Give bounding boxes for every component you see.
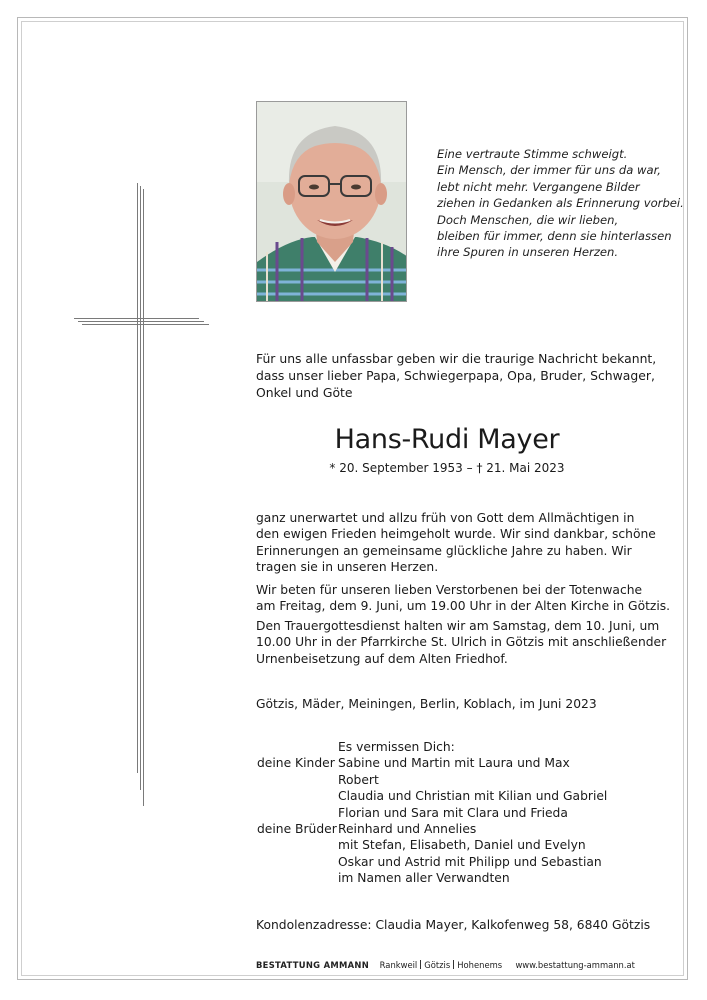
mourner-row (256, 837, 607, 853)
poem-line: Doch Menschen, die wir lieben, (437, 212, 619, 227)
portrait-image (257, 102, 407, 302)
mourner-names: Sabine und Martin mit Laura und Max (338, 756, 570, 771)
place-date: Götzis, Mäder, Meiningen, Berlin, Koblach, im Juni 2023 (256, 697, 597, 711)
brand-part: BESTATTUNG (256, 960, 321, 970)
paragraph-line: Erinnerungen an gemeinsame glückliche Jahre zu haben. Wir (256, 543, 632, 558)
mourner-label (256, 870, 338, 886)
mourner-names: Florian und Sara mit Clara und Frieda (338, 805, 568, 820)
life-dates: * 20. September 1953 – † 21. Mai 2023 (329, 461, 565, 475)
intro-line: dass unser lieber Papa, Schwiegerpapa, Opa, Bruder, Schwager, (256, 368, 655, 384)
paragraph-line: Wir beten für unseren lieben Verstorbenen bei der Totenwache (256, 583, 643, 597)
mourner-row (256, 854, 607, 870)
separator (453, 960, 454, 969)
mourner-label (256, 837, 338, 853)
brand-part: AMMANN (323, 960, 370, 970)
paragraph-line: Den Trauergottesdienst halten wir am Samstag, dem 10. Juni, um (256, 619, 660, 633)
mourner-row (256, 739, 607, 755)
paragraph-3 (256, 618, 667, 667)
poem-line: Ein Mensch, der immer für uns da war, (437, 163, 661, 178)
footer (256, 960, 635, 970)
paragraph-line: 10.00 Uhr in der Pfarrkirche St. Ulrich in Götzis mit anschließender (256, 635, 667, 650)
mourner-row (256, 821, 607, 837)
mourner-names: Reinhard und Annelies (338, 822, 477, 837)
mourner-row (256, 805, 607, 821)
intro-line: Für uns alle unfassbar geben wir die traurige Nachricht bekannt, (256, 351, 657, 366)
mourner-names: Es vermissen Dich: (338, 740, 455, 754)
mourner-label (256, 739, 338, 755)
funeral-home-name (256, 960, 369, 970)
poem (437, 146, 687, 261)
deceased-name: Hans-Rudi Mayer (334, 424, 560, 455)
mourner-label: deine Brüder (257, 822, 337, 837)
mourners-list (256, 739, 607, 887)
poem-line: ihre Spuren in unseren Herzen. (437, 245, 619, 260)
poem-line: bleiben für immer, denn sie hinterlassen (437, 229, 672, 244)
paragraph-line: am Freitag, dem 9. Juni, um 19.00 Uhr in der Alten Kirche in Götzis. (256, 599, 671, 614)
paragraph-1 (256, 510, 656, 576)
separator (420, 960, 421, 969)
portrait-photo (256, 101, 407, 302)
mourner-label (256, 854, 338, 870)
location: Hohenems (457, 960, 503, 970)
location: Rankweil (379, 960, 418, 970)
paragraph-line: tragen sie in unseren Herzen. (256, 560, 439, 575)
mourner-row (256, 755, 607, 771)
intro-line: Onkel und Göte (256, 385, 353, 401)
mourner-names: im Namen aller Verwandten (338, 871, 510, 886)
mourner-label: deine Kinder (257, 756, 335, 771)
poem-line: ziehen in Gedanken als Erinnerung vorbei. (437, 196, 684, 211)
mourner-label (256, 772, 338, 788)
mourner-names: mit Stefan, Elisabeth, Daniel und Evelyn (338, 838, 586, 853)
mourner-row (256, 870, 607, 886)
mourner-row (256, 788, 607, 804)
paragraph-line: Urnenbeisetzung auf dem Alten Friedhof. (256, 651, 508, 666)
paragraph-line: den ewigen Frieden heimgeholt wurde. Wir sind dankbar, schöne (256, 527, 656, 542)
website-link[interactable]: www.bestattung-ammann.at (515, 960, 635, 970)
location: Götzis (424, 960, 451, 970)
paragraph-2 (256, 582, 671, 615)
mourner-names: Oskar und Astrid mit Philipp und Sebastian (338, 854, 602, 869)
mourner-names: Robert (338, 772, 379, 787)
mourner-label (256, 788, 338, 804)
mourner-names: Claudia und Christian mit Kilian und Gabriel (338, 789, 608, 804)
intro-text (256, 350, 657, 402)
paragraph-line: ganz unerwartet und allzu früh von Gott dem Allmächtigen in (256, 511, 635, 525)
condolence-address: Kondolenzadresse: Claudia Mayer, Kalkofenweg 58, 6840 Götzis (256, 918, 651, 932)
poem-line: lebt nicht mehr. Vergangene Bilder (437, 179, 640, 194)
mourner-row (256, 772, 607, 788)
mourner-label (256, 805, 338, 821)
poem-line: Eine vertraute Stimme schweigt. (437, 147, 628, 161)
